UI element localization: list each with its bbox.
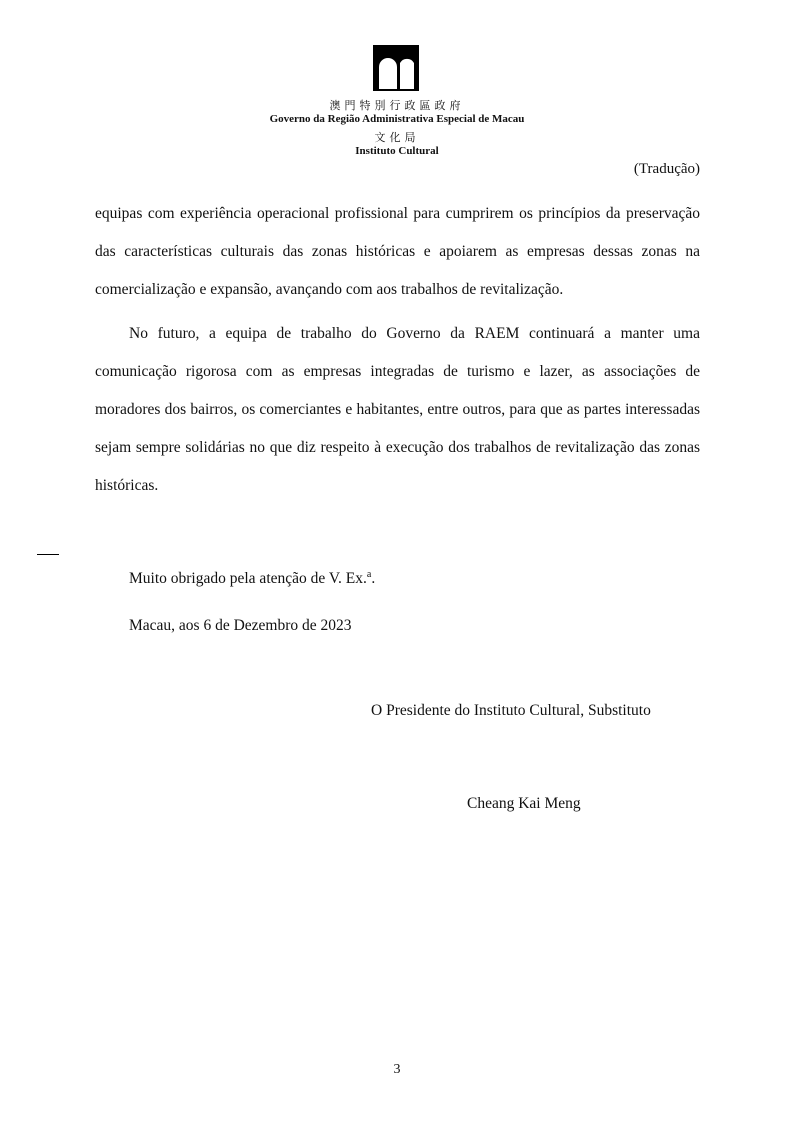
paragraph-future: No futuro, a equipa de trabalho do Governo da RAEM continuará a manter uma comunicação rigorosa com as empresas integradas de turismo e lazer, as associações de moradores dos bairros, os comerciantes e habitantes, entre outros, para que as partes interessadas sejam sempre solidárias no que diz respeito à execução dos trabalhos de revitalização das zonas históricas. bbox=[95, 325, 700, 494]
thanks-line bbox=[129, 569, 375, 588]
signatory-title: O Presidente do Instituto Cultural, Substituto bbox=[371, 702, 651, 719]
margin-line-mark bbox=[37, 554, 59, 555]
paragraph-continued: equipas com experiência operacional profissional para cumprirem os princípios da preservação das características culturais das zonas históricas e apoiarem as empresas dessas zonas na comercialização e expansão, avançando com aos trabalhos de revitalização. bbox=[95, 205, 700, 298]
thanks-text: Muito obrigado pela atenção de V. Ex. bbox=[129, 570, 367, 588]
thanks-superscript: a bbox=[366, 569, 372, 580]
translation-note: (Tradução) bbox=[633, 161, 700, 177]
government-emblem-logo bbox=[373, 45, 419, 91]
body-paragraphs bbox=[95, 195, 700, 505]
thanks-end: . bbox=[371, 570, 376, 588]
signatory-name: Cheang Kai Meng bbox=[467, 795, 581, 812]
page-number: 3 bbox=[393, 1062, 401, 1077]
header-government-chinese: 澳門特別行政區政府 bbox=[329, 99, 465, 112]
date-line: Macau, aos 6 de Dezembro de 2023 bbox=[129, 617, 352, 634]
header-institute-portuguese: Instituto Cultural bbox=[355, 145, 439, 157]
header-institute-chinese: 文化局 bbox=[374, 131, 420, 144]
header-government-portuguese: Governo da Região Administrativa Especial de Macau bbox=[269, 113, 525, 125]
